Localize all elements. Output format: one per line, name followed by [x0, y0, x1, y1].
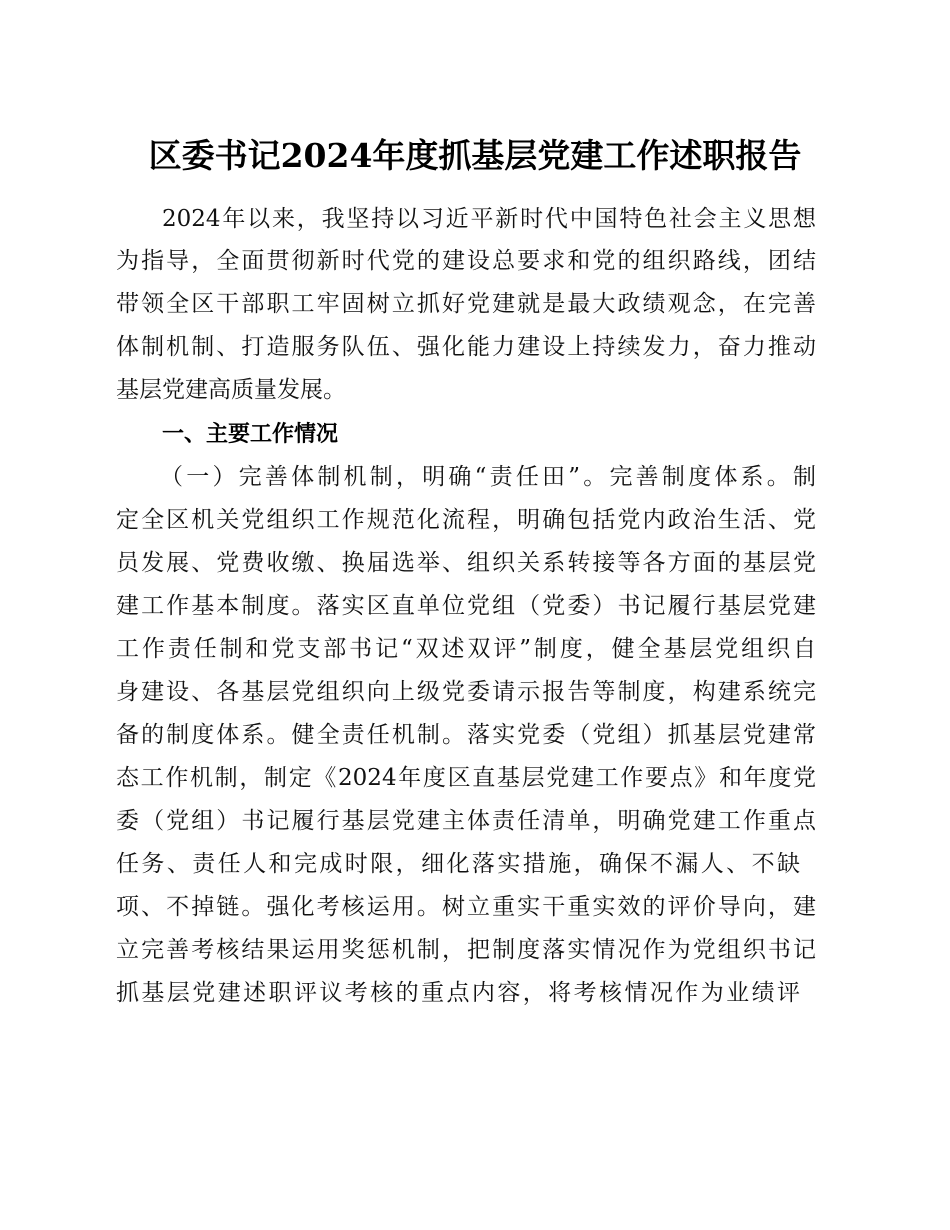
intro-line-1: 2024年以来，我坚持以习近平新时代中国特色社会主义思想	[162, 206, 816, 232]
intro-line-5: 基层党建高质量发展。	[116, 377, 346, 403]
section-line-8: 态工作机制，制定《2024年度区直基层党建工作要点》和年度党	[116, 765, 816, 791]
section-line-11: 项、不掉链。强化考核运用。树立重实干重实效的评价导向，建	[116, 894, 816, 920]
section-line-13: 抓基层党建述职评议考核的重点内容，将考核情况作为业绩评	[116, 980, 800, 1006]
section-line-10: 任务、责任人和完成时限，细化落实措施，确保不漏人、不缺	[116, 851, 800, 877]
section-line-5: 工作责任制和党支部书记“双述双评”制度，健全基层党组织自	[116, 636, 816, 662]
document-title: 区委书记2024年度抓基层党建工作述职报告	[148, 136, 802, 175]
section-line-7: 备的制度体系。健全责任机制。落实党委（党组）抓基层党建常	[116, 722, 816, 748]
section-line-3: 员发展、党费收缴、换届选举、组织关系转接等各方面的基层党	[116, 550, 816, 576]
section-line-6: 身建设、各基层党组织向上级党委请示报告等制度，构建系统完	[116, 679, 816, 705]
section-line-4: 建工作基本制度。落实区直单位党组（党委）书记履行基层党建	[116, 593, 816, 619]
intro-line-4: 体制机制、打造服务队伍、强化能力建设上持续发力，奋力推动	[116, 334, 816, 360]
section-heading: 一、主要工作情况	[162, 422, 339, 447]
section-line-1: （一）完善体制机制，明确“责任田”。完善制度体系。制	[160, 464, 816, 490]
section-line-9: 委（党组）书记履行基层党建主体责任清单，明确党建工作重点	[116, 808, 816, 834]
section-line-2: 定全区机关党组织工作规范化流程，明确包括党内政治生活、党	[116, 507, 816, 533]
section-line-12: 立完善考核结果运用奖惩机制，把制度落实情况作为党组织书记	[116, 937, 816, 963]
intro-line-3: 带领全区干部职工牢固树立抓好党建就是最大政绩观念，在完善	[116, 291, 816, 317]
intro-line-2: 为指导，全面贯彻新时代党的建设总要求和党的组织路线，团结	[116, 248, 816, 274]
